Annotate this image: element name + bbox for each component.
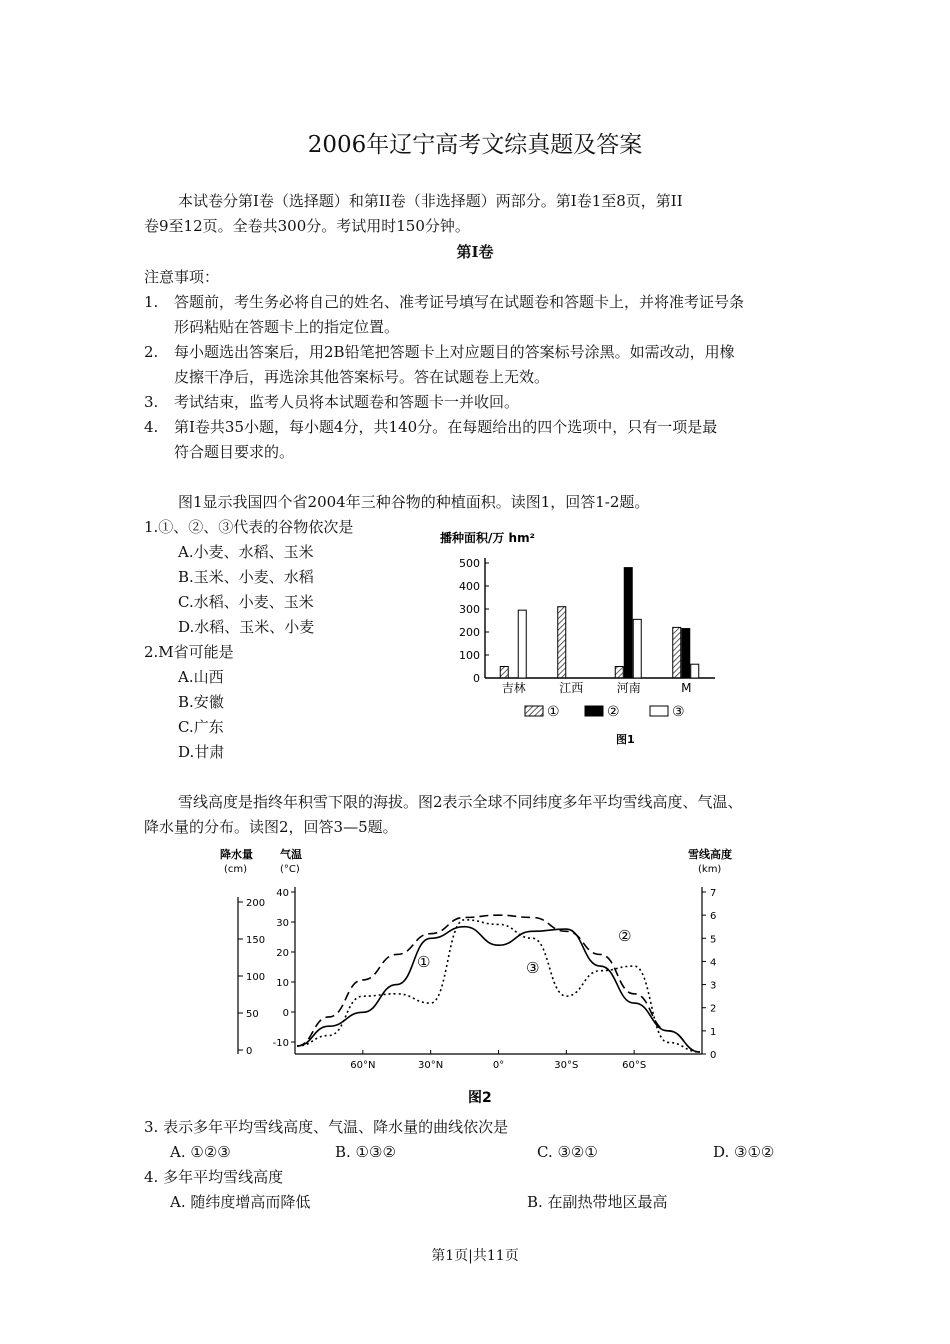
fig2-precip-tick-label: 100	[246, 972, 266, 983]
fig1-bar-②	[682, 629, 690, 678]
notice-item-4-line-1: 第Ⅰ卷共35小题，每小题4分，共140分。在每题给出的四个选项中，只有一项是最	[174, 418, 718, 436]
fig2-curve-label: ③	[526, 959, 540, 977]
q2-option-b: B.安徽	[178, 693, 224, 711]
fig1-bar-①	[615, 667, 623, 679]
fig2-snowline-tick-label: 6	[710, 911, 717, 923]
fig2-snowline-tick-label: 1	[710, 1026, 717, 1038]
fig1-caption: 图1	[616, 733, 635, 746]
fig1-y-tick-label: 100	[459, 649, 480, 662]
fig2-x-tick-label: 30°S	[554, 1060, 579, 1071]
section-title: 第Ⅰ卷	[456, 243, 494, 261]
notice-item-1-line-2: 形码粘贴在答题卡上的指定位置。	[174, 318, 400, 336]
fig2-snowline-tick-label: 4	[710, 957, 717, 969]
fig2-intro-line-1: 雪线高度是指终年积雪下限的海拔。图2表示全球不同纬度多年平均雪线高度、气温、	[178, 793, 743, 811]
fig2-curve-①	[297, 927, 700, 1052]
notice-item-2-num: 2.	[144, 343, 159, 361]
fig2-temp-tick-label: 20	[276, 948, 289, 959]
fig2-snowline-tick-label: 5	[710, 934, 717, 946]
notice-item-3-num: 3.	[144, 393, 159, 411]
fig1-y-tick-label: 300	[459, 603, 480, 616]
fig1-bar-①	[558, 607, 566, 678]
fig2-axis1-unit: (cm)	[224, 864, 248, 875]
fig1-y-tick-label: 0	[473, 672, 480, 685]
fig1-bar-②	[624, 568, 632, 678]
fig2-x-tick-label: 60°N	[350, 1060, 376, 1071]
q2-stem: 2.M省可能是	[144, 643, 234, 661]
notice-item-4-line-2: 符合题目要求的。	[174, 443, 295, 461]
fig2-temp-tick-label: 30	[276, 918, 289, 929]
fig1-y-tick-label: 500	[459, 557, 480, 570]
fig2-snowline-tick-label: 7	[710, 888, 717, 899]
fig2-snowline-tick-label: 0	[710, 1050, 717, 1061]
notice-item-2-line-2: 皮擦干净后，再选涂其他答案标号。答在试题卷上无效。	[174, 368, 550, 386]
fig1-bar-①	[673, 627, 681, 678]
fig2-axis2-unit: (°C)	[280, 864, 300, 875]
fig2-curve-label: ②	[618, 927, 632, 945]
notice-item-4-num: 4.	[144, 418, 159, 436]
fig2-caption: 图2	[468, 1090, 492, 1106]
q1-option-d: D.水稻、玉米、小麦	[178, 618, 315, 636]
q1-option-a: A.小麦、水稻、玉米	[178, 543, 314, 561]
figure-1-bar-chart	[430, 520, 730, 750]
fig2-x-tick-label: 0°	[492, 1060, 505, 1071]
notice-item-1-line-1: 答题前，考生务必将自己的姓名、准考证号填写在试题卷和答题卡上，并将准考证号条	[174, 293, 745, 311]
fig2-curve-②	[297, 915, 700, 1052]
fig1-y-tick-label: 200	[459, 626, 480, 639]
fig2-snowline-tick-label: 3	[710, 980, 717, 992]
q2-option-d: D.甘肃	[178, 743, 225, 761]
page-title: 2006年辽宁高考文综真题及答案	[307, 132, 643, 158]
fig2-intro-line-2: 降水量的分布。读图2，回答3—5题。	[144, 818, 398, 836]
q2-option-a: A.山西	[178, 668, 224, 686]
q3-option-c: C. ③②①	[537, 1143, 598, 1161]
fig2-temp-tick-label: -10	[272, 1038, 289, 1049]
page-footer: 第1页|共11页	[431, 1248, 519, 1264]
q2-option-c: C.广东	[178, 718, 224, 736]
fig2-axis1-label: 降水量	[220, 848, 253, 861]
notice-item-3-line-1: 考试结束，监考人员将本试题卷和答题卡一并收回。	[174, 393, 520, 411]
fig1-category-label: 河南	[616, 681, 641, 695]
fig2-curve-label: ①	[417, 953, 431, 971]
fig1-legend-label: ③	[672, 704, 685, 720]
intro-line-2: 卷9至12页。全卷共300分。考试用时150分钟。	[144, 217, 470, 235]
fig1-category-label: 吉林	[501, 681, 526, 695]
q4-stem: 4. 多年平均雪线高度	[144, 1168, 284, 1186]
fig2-precip-tick-label: 200	[246, 898, 266, 909]
fig1-intro: 图1显示我国四个省2004年三种谷物的种植面积。读图1，回答1-2题。	[178, 493, 650, 511]
q1-stem: 1.①、②、③代表的谷物依次是	[144, 518, 354, 536]
fig2-temp-tick-label: 0	[282, 1008, 289, 1019]
fig1-bar-③	[518, 610, 526, 678]
fig1-bar-①	[500, 667, 508, 679]
fig2-right-axis-label: 雪线高度	[688, 848, 732, 861]
fig2-precip-tick-label: 50	[246, 1009, 259, 1020]
fig2-x-tick-label: 60°S	[622, 1060, 647, 1071]
fig1-category-label: M	[681, 681, 692, 695]
fig1-category-label: 江西	[559, 681, 584, 695]
fig1-legend-swatch	[650, 706, 668, 716]
figure-2-line-chart	[210, 840, 750, 1110]
fig2-precip-tick-label: 0	[246, 1046, 253, 1057]
fig2-x-tick-label: 30°N	[418, 1060, 444, 1071]
fig1-legend-swatch	[525, 706, 543, 716]
intro-line-1: 本试卷分第Ⅰ卷（选择题）和第II卷（非选择题）两部分。第Ⅰ卷1至8页，第II	[178, 192, 683, 210]
fig2-snowline-tick-label: 2	[710, 1003, 717, 1015]
q4-option-b: B. 在副热带地区最高	[527, 1193, 668, 1211]
notice-item-1-num: 1.	[144, 293, 159, 311]
fig1-legend-label: ②	[607, 704, 620, 720]
fig2-temp-tick-label: 40	[276, 888, 289, 899]
fig1-legend-swatch	[585, 706, 603, 716]
fig2-axis2-label: 气温	[280, 848, 302, 861]
q1-option-c: C.水稻、小麦、玉米	[178, 593, 314, 611]
notice-item-2-line-1: 每小题选出答案后，用2B铅笔把答题卡上对应题目的答案标号涂黑。如需改动，用橡	[174, 343, 735, 361]
fig2-curve-③	[297, 920, 700, 1052]
q3-option-d: D. ③①②	[713, 1143, 775, 1161]
fig1-y-tick-label: 400	[459, 580, 480, 593]
fig1-legend-label: ①	[547, 704, 560, 720]
q1-option-b: B.玉米、小麦、水稻	[178, 568, 314, 586]
q3-option-a: A. ①②③	[170, 1143, 231, 1161]
fig1-bar-③	[691, 664, 699, 678]
fig2-precip-tick-label: 150	[246, 935, 266, 946]
q3-stem: 3. 表示多年平均雪线高度、气温、降水量的曲线依次是	[144, 1118, 509, 1136]
fig2-temp-tick-label: 10	[276, 978, 289, 989]
q4-option-a: A. 随纬度增高而降低	[170, 1193, 311, 1211]
notice-heading: 注意事项：	[144, 268, 220, 286]
q3-option-b: B. ①③②	[335, 1143, 396, 1161]
fig2-right-axis-unit: (km)	[698, 864, 722, 875]
fig1-ylabel: 播种面积/万 hm²	[440, 531, 535, 545]
fig1-bar-③	[633, 619, 641, 678]
